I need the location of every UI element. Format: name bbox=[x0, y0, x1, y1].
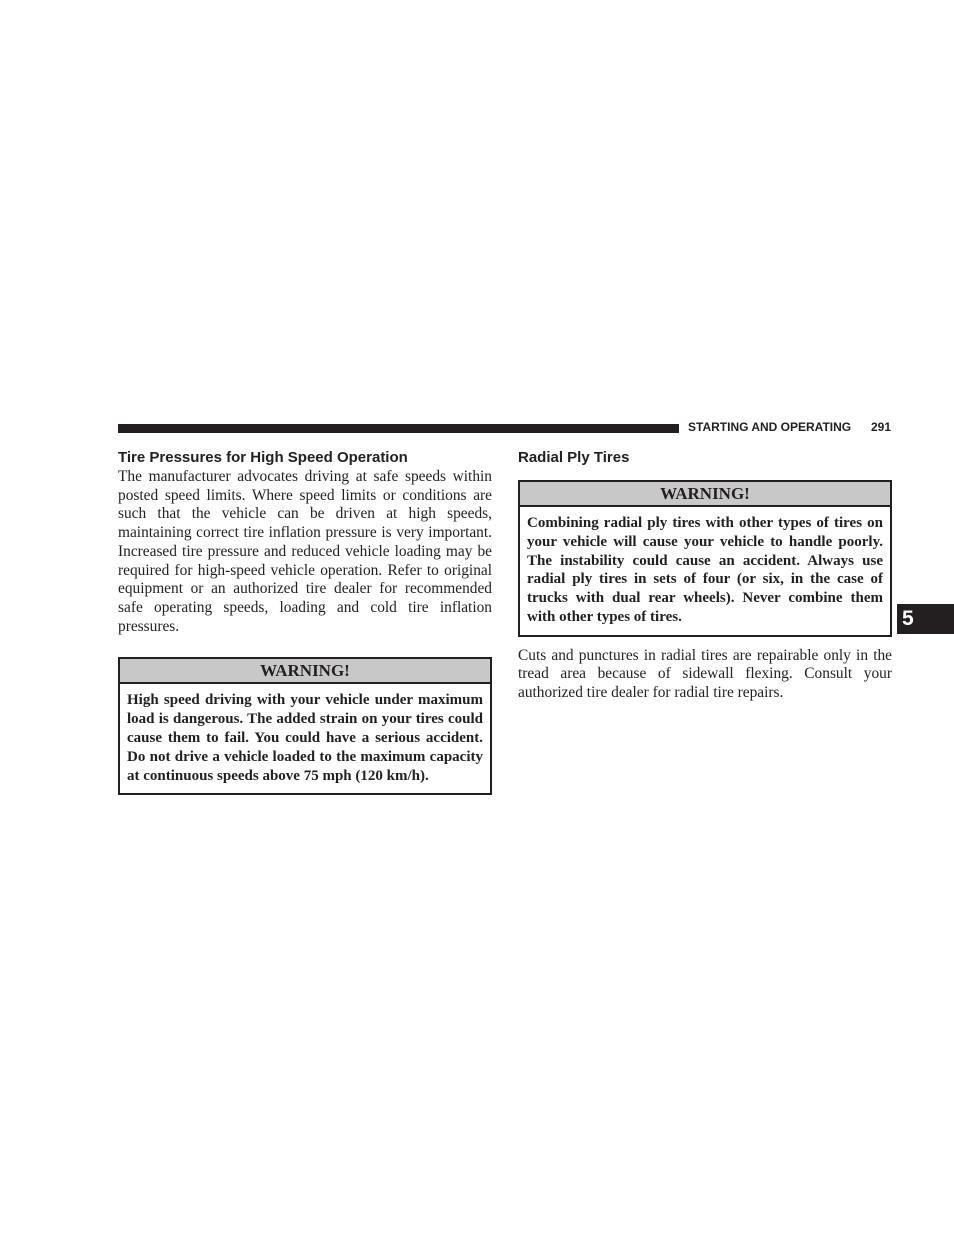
warning-box-radial-ply bbox=[518, 480, 892, 637]
warning-text: High speed driving with your vehicle under maximum load is dangerous. The added strain on your tires could cause them to fail. You could have a serious accident. Do not drive a vehicle loaded to the maximum capacity at continuous speeds above 75 mph (120 km/h). bbox=[127, 692, 483, 784]
section-title: STARTING AND OPERATING bbox=[688, 420, 852, 434]
page-number: 291 bbox=[870, 420, 891, 434]
section-heading-radial-ply: Radial Ply Tires bbox=[518, 449, 630, 466]
body-paragraph-radial-ply: Cuts and punctures in radial tires are repairable only in the tread area because of sidewall flexing. Consult your authorized tire dealer for radial tire repairs. bbox=[518, 646, 892, 702]
section-heading-high-speed: Tire Pressures for High Speed Operation bbox=[118, 449, 408, 466]
right-column bbox=[518, 448, 892, 703]
header-rule bbox=[118, 424, 679, 433]
warning-title: WARNING! bbox=[520, 482, 890, 507]
body-paragraph-high-speed: The manufacturer advocates driving at safe speeds within posted speed limits. Where speed limits or conditions are such that the vehicle can be driven at high speeds, maintaining correct tire inflation pressure is very important. Increased tire pressure and reduced vehicle loading may be required for high-speed vehicle operation. Refer to original equipment or an authorized tire dealer for recommended safe operating speeds, loading and cold tire inflation pressures. bbox=[118, 468, 492, 635]
warning-box-high-speed bbox=[118, 657, 492, 795]
warning-text: Combining radial ply tires with other types of tires on your vehicle will cause your vehicle to handle poorly. The instability could cause an accident. Always use radial ply tires in sets of four (or six, in the case of trucks with dual rear wheels). Never combine them with other types of tires. bbox=[527, 515, 883, 625]
left-column bbox=[118, 448, 492, 795]
warning-title: WARNING! bbox=[120, 659, 490, 684]
running-header bbox=[688, 420, 891, 435]
chapter-tab: 5 bbox=[897, 604, 954, 634]
